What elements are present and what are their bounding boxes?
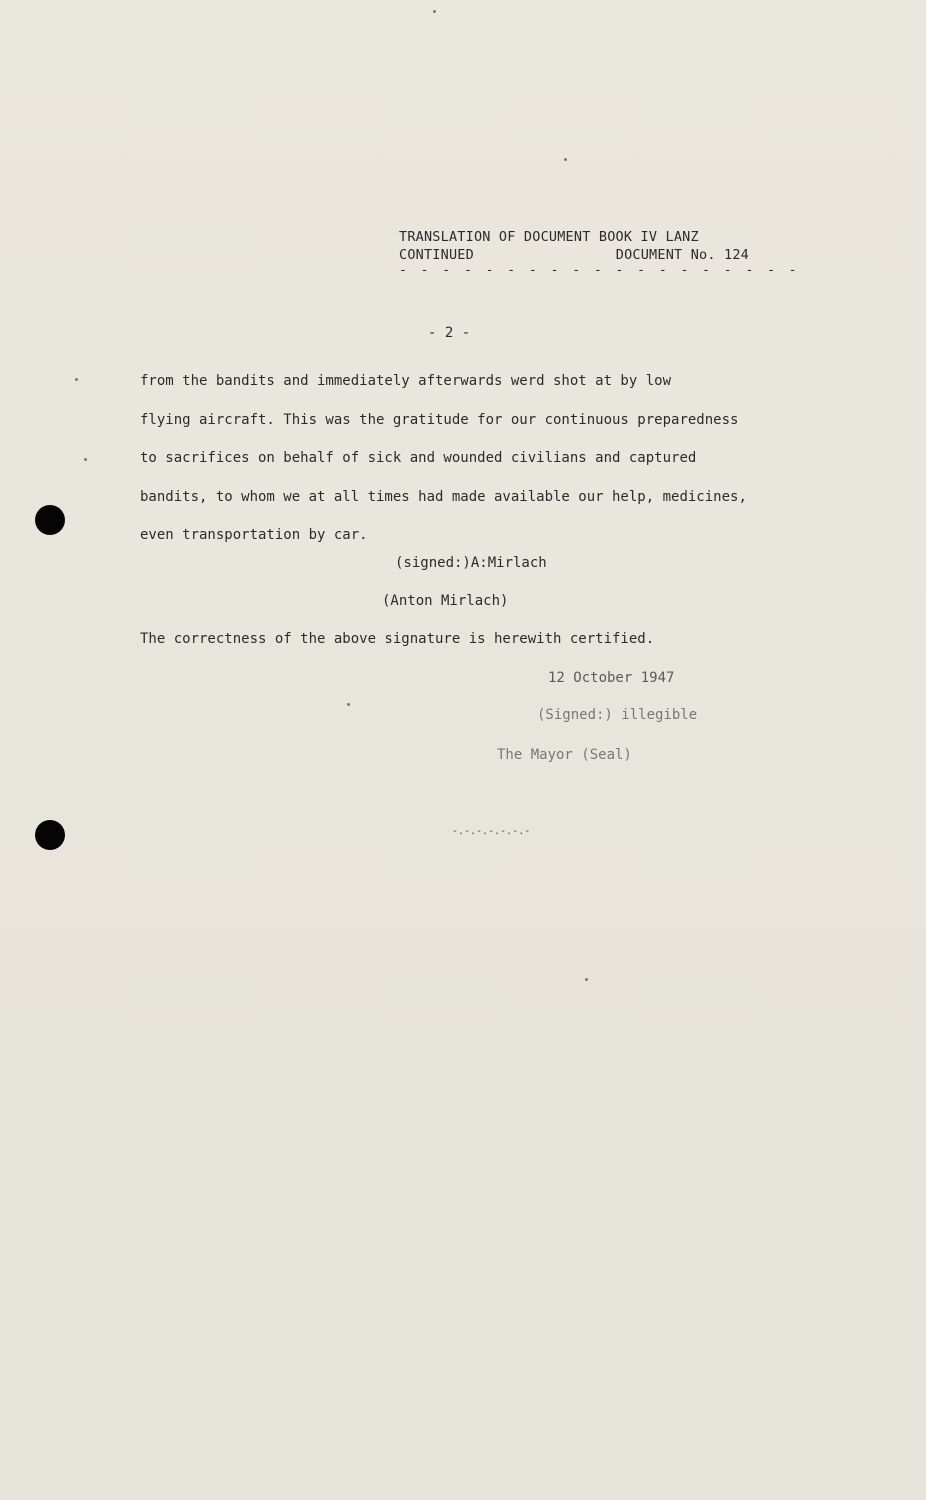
body-line: bandits, to whom we at all times had made available our help, medicines, [140,488,747,505]
punch-hole-top [35,505,65,535]
header-rule: - - - - - - - - - - - - - - - - - - - [399,263,800,278]
paper-speck [433,10,436,13]
certification-date: 12 October 1947 [548,670,675,686]
end-of-document-mark: -.-.-.-.-.-.- [452,826,531,837]
document-header [399,228,800,278]
header-document-number: DOCUMENT No. 124 [615,247,749,263]
punch-hole-bottom [35,820,65,850]
body-paragraph [140,362,840,555]
header-continued: CONTINUED [399,247,474,263]
certification-text: The correctness of the above signature is herewith certified. [140,631,655,647]
body-line: to sacrifices on behalf of sick and wounded civilians and captured [140,450,697,466]
signature-signed: (signed:)A:Mirlach [395,555,547,571]
header-title: TRANSLATION OF DOCUMENT BOOK IV LANZ [399,229,699,245]
paper-speck [75,378,78,381]
signature-name: (Anton Mirlach) [382,593,509,609]
body-line: even transportation by car. [140,527,368,543]
page-number: - 2 - [428,325,471,341]
paper-speck [564,158,567,161]
body-line: flying aircraft. This was the gratitude for our continuous preparedness [140,411,739,428]
paper-speck [347,703,350,706]
mayor-seal: The Mayor (Seal) [497,747,632,763]
header-title-row [399,228,749,246]
paper-speck [84,458,87,461]
body-line: from the bandits and immediately afterwards werd shot at by low [140,373,672,389]
certifier-signature: (Signed:) illegible [537,707,698,723]
paper-speck [585,978,588,981]
header-continued-row [399,246,749,264]
